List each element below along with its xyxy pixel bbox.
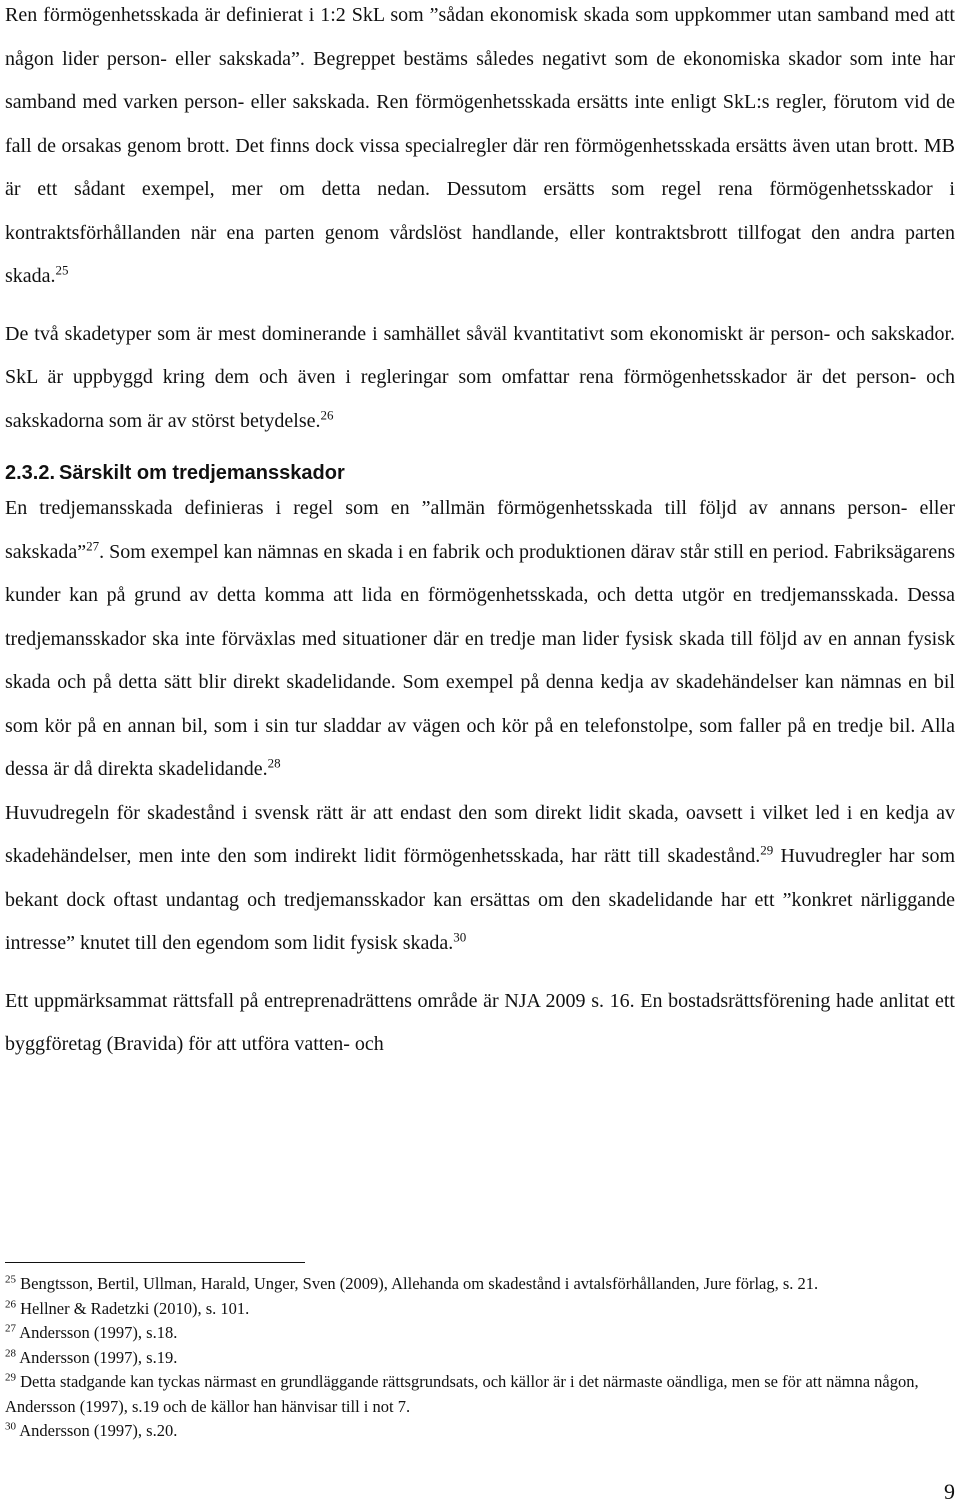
footnote-25 <box>5 1272 955 1297</box>
footnote-27 <box>5 1321 955 1346</box>
footnote-number: 26 <box>5 1298 16 1310</box>
footnote-divider <box>5 1262 305 1263</box>
paragraph-damage-types <box>5 313 955 444</box>
paragraph-text: . Som exempel kan nämnas en skada i en fabrik och produktionen därav står still en period. Fabriksägarens kunder kan på grund av detta komma att lida en förmögenhetsskada, och detta utgör en tredjemansskada. Dessa tredjemansskador ska inte förväxlas med situationer där en tredje man lider fysisk skada till följd av en annan fysisk skada och på detta sätt blir direkt skadelidande. Som exempel på denna kedja av skadehändelser kan nämnas en bil som kör på en annan bil, som i sin tur sladdar av vägen och kör på en telefonstolpe, som faller på en tredje bil. Alla dessa är då direkta skadelidande. <box>5 540 955 780</box>
footnote-ref: 28 <box>267 755 281 771</box>
paragraph-text: Ren förmögenhetsskada är definierat i 1:2 SkL som ”sådan ekonomisk skada som uppkommer utan samband med att någon lider person- eller sakskada”. Begreppet bestäms således negativt som de ekonomiska skador som inte har samband med varken person- eller sakskada. Ren förmögenhetsskada ersätts inte enligt SkL:s regler, förutom vid de fall de orsakas genom brott. Det finns dock vissa specialregler där ren förmögenhetsskada ersätts även utan brott. MB är ett sådant exempel, mer om detta nedan. Dessutom ersätts som regel rena förmögenhetsskador i kontraktsförhållanden när ena parten genom vårdslöst handlande, eller kontraktsbrott tillfogat den andra parten skada. <box>5 4 955 287</box>
paragraph-text: En tredjemansskada definieras i regel som en ”allmän förmögenhetsskada till följd av annans person- eller sakskada” <box>5 497 955 563</box>
footnotes <box>5 1272 955 1444</box>
footnote-28 <box>5 1346 955 1371</box>
footnote-number: 28 <box>5 1347 16 1359</box>
footnote-ref: 30 <box>453 929 467 945</box>
page-number: 9 <box>944 1479 955 1504</box>
footnote-number: 29 <box>5 1371 16 1384</box>
footnote-number: 25 <box>5 1273 16 1286</box>
paragraph-third-party-definition <box>5 487 955 792</box>
paragraph-text: Huvudregeln för skadestånd i svensk rätt är att endast den som direkt lidit skada, oavsett i vilket led i en kedja av skadehändelser, men inte den som indirekt lidit förmögenhetsskada, har rätt till skadestånd. <box>5 801 955 867</box>
paragraph-main-rule <box>5 792 955 966</box>
footnote-text: Hellner & Radetzki (2010), s. 101. <box>20 1298 250 1318</box>
footnote-number: 27 <box>5 1322 16 1335</box>
footnote-ref: 25 <box>55 262 69 278</box>
section-title: Särskilt om tredjemansskador <box>59 462 345 484</box>
footnote-text: Andersson (1997), s.18. <box>19 1323 178 1342</box>
paragraph-text: Ett uppmärksammat rättsfall på entreprenadrättens område är NJA 2009 s. 16. En bostadsrättsförening hade anlitat ett byggföretag (Bravida) för att utföra vatten- och <box>5 989 955 1055</box>
paragraph-text: De två skadetyper som är mest dominerande i samhället såväl kvantitativt som ekonomiskt är person- och sakskador. SkL är uppbyggd kring dem och även i regleringar som omfattar rena förmögenhetsskador är det person- och sakskadorna som är av störst betydelse. <box>5 322 955 432</box>
footnote-ref: 27 <box>86 537 100 553</box>
paragraph-pure-economic-loss <box>5 0 955 299</box>
paragraph-case-law <box>5 980 955 1067</box>
footnote-29 <box>5 1370 955 1419</box>
footnote-text: Bengtsson, Bertil, Ullman, Harald, Unger, Sven (2009), Allehanda om skadestånd i avtalsförhållanden, Jure förlag, s. 21. <box>20 1274 819 1293</box>
footnote-ref: 26 <box>320 406 334 422</box>
footnote-30 <box>5 1419 955 1444</box>
footnote-ref: 29 <box>760 842 774 858</box>
paragraph-text: Huvudregler har som bekant dock oftast undantag och tredjemansskador kan ersättas om den skadelidande har ett ”konkret närliggande intresse” knutet till den egendom som lidit fysisk skada. <box>5 845 955 954</box>
section-heading <box>5 459 955 487</box>
page-body <box>5 0 955 1067</box>
section-number: 2.3.2. <box>5 462 56 484</box>
footnote-text: Andersson (1997), s.19. <box>19 1347 178 1367</box>
footnote-26 <box>5 1297 955 1322</box>
footnote-number: 30 <box>5 1420 16 1433</box>
footnote-text: Andersson (1997), s.20. <box>19 1421 178 1440</box>
footnote-text: Detta stadgande kan tyckas närmast en grundläggande rättsgrundsats, och källor är i det närmaste oändliga, men se för att nämna någon, Andersson (1997), s.19 och de källor han hänvisar till i not 7. <box>5 1372 919 1416</box>
